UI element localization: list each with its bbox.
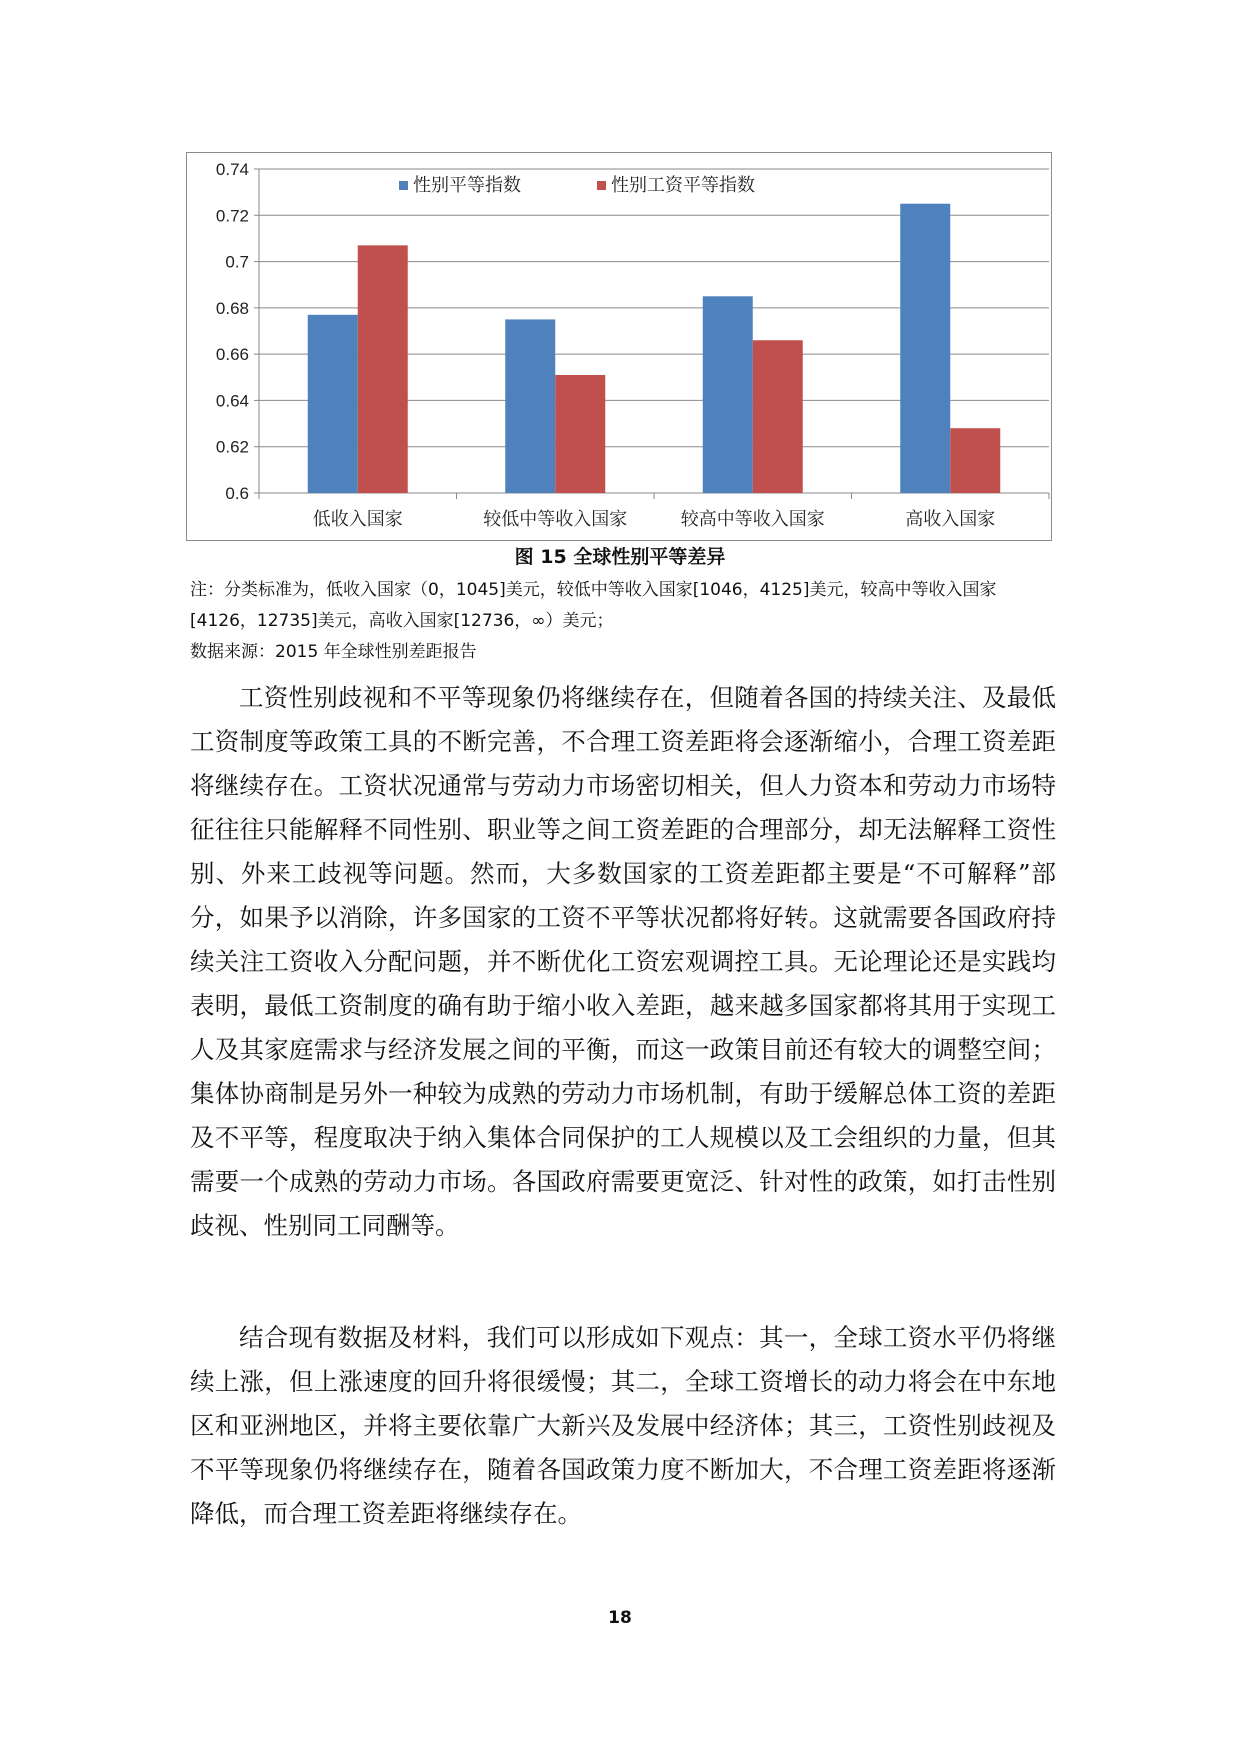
bar-gender-equality	[308, 315, 358, 493]
bar-gender-equality	[900, 204, 950, 493]
page-number: 18	[608, 1608, 632, 1628]
legend-swatch	[399, 181, 408, 190]
bar-wage-equality	[555, 375, 605, 493]
bar-wage-equality	[358, 245, 408, 493]
bar-gender-equality	[505, 319, 555, 493]
x-tick-label: 高收入国家	[905, 509, 996, 529]
body-paragraph-2: 结合现有数据及材料，我们可以形成如下观点：其一，全球工资水平仍将继续上涨，但上涨速度的回升将很缓慢；其二，全球工资增长的动力将会在中东地区和亚洲地区，并将主要依靠广大新兴及发展中经济体；其三，工资性别歧视及不平等现象仍将继续存在，随着各国政策力度不断加大，不合理工资差距将逐渐降低，而合理工资差距将继续存在。	[190, 1323, 1056, 1528]
y-tick-label: 0.72	[215, 206, 249, 226]
x-tick-label: 低收入国家	[312, 509, 403, 529]
bar-wage-equality	[950, 428, 1000, 493]
classification-note: 注：分类标准为，低收入国家（0，1045]美元，较低中等收入国家[1046，4125]美元，较高中等收入国家[4126，12735]美元，高收入国家[12736，∞）美元；	[190, 580, 997, 631]
x-tick-label: 较低中等收入国家	[483, 509, 628, 529]
bar-wage-equality	[753, 340, 803, 493]
y-tick-label: 0.7	[225, 252, 249, 272]
bar-chart	[186, 152, 1052, 541]
y-tick-label: 0.68	[215, 298, 249, 318]
y-tick-label: 0.74	[215, 160, 249, 179]
legend-label: 性别工资平等指数	[611, 175, 755, 195]
y-tick-label: 0.66	[215, 345, 249, 365]
y-tick-label: 0.64	[215, 391, 249, 411]
y-tick-label: 0.62	[215, 437, 249, 457]
y-tick-label: 0.6	[225, 484, 249, 503]
legend-label: 性别平等指数	[413, 175, 521, 195]
data-source-note: 数据来源：2015 年全球性别差距报告	[190, 642, 477, 662]
bar-gender-equality	[703, 296, 753, 493]
legend-swatch	[597, 181, 606, 190]
chart-svg	[187, 153, 1053, 542]
x-tick-label: 较高中等收入国家	[680, 509, 825, 529]
figure-caption: 图 15 全球性别平等差异	[514, 546, 726, 568]
body-paragraph-1: 工资性别歧视和不平等现象仍将继续存在，但随着各国的持续关注、及最低工资制度等政策工具的不断完善，不合理工资差距将会逐渐缩小，合理工资差距将继续存在。工资状况通常与劳动力市场密切相关，但人力资本和劳动力市场特征往往只能解释不同性别、职业等之间工资差距的合理部分，却无法解释工资性别、外来工歧视等问题。然而，大多数国家的工资差距都主要是“不可解释”部分，如果予以消除，许多国家的工资不平等状况都将好转。这就需要各国政府持续关注工资收入分配问题，并不断优化工资宏观调控工具。无论理论还是实践均表明，最低工资制度的确有助于缩小收入差距，越来越多国家都将其用于实现工人及其家庭需求与经济发展之间的平衡，而这一政策目前还有较大的调整空间；集体协商制是另外一种较为成熟的劳动力市场机制，有助于缓解总体工资的差距及不平等，程度取决于纳入集体合同保护的工人规模以及工会组织的力量，但其需要一个成熟的劳动力市场。各国政府需要更宽泛、针对性的政策，如打击性别歧视、性别同工同酬等。	[190, 683, 1056, 1240]
